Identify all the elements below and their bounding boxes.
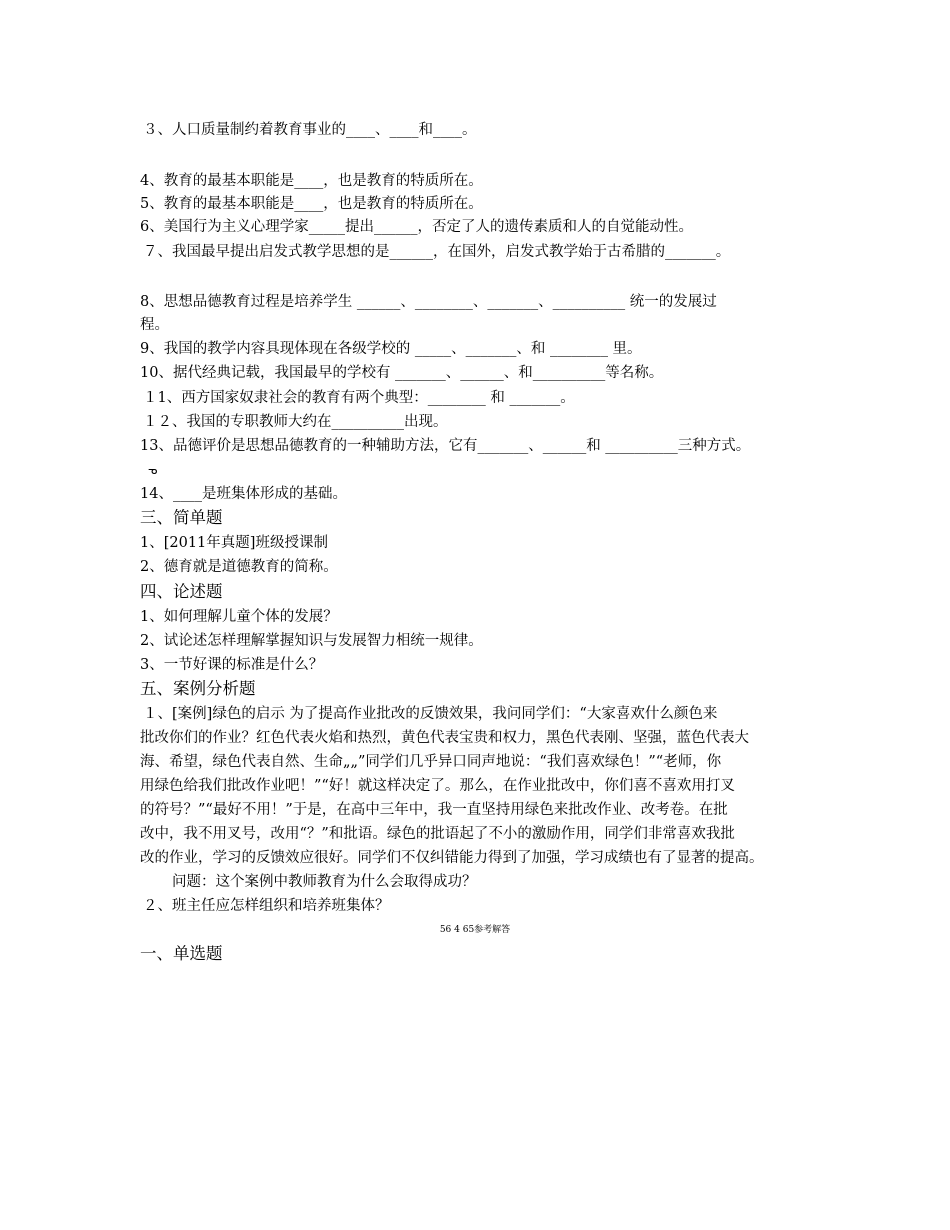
question-9: 9、我国的教学内容具现体现在各级学校的 _____、_______、和 ________ 里。 [140, 341, 642, 357]
question-3: ３、人口质量制约着教育事业的____、____和____。 [143, 122, 477, 138]
essay-3: 3、一节好课的标准是什么？ [140, 657, 324, 673]
section-heading-short-answer: 三、简单题 [140, 508, 223, 527]
question-12: １２、我国的专职教师大约在__________出现。 [143, 414, 448, 430]
question-11: １1、西方国家奴隶社会的教育有两个典型：________ 和 _______。 [143, 390, 575, 406]
stray-mark-icon: ᓀ [148, 464, 158, 477]
question-6: 6、美国行为主义心理学家_____提出______，否定了人的遗传素质和人的自觉能动性。 [140, 219, 693, 235]
short-answer-2: 2、德育就是道德教育的简称。 [140, 559, 338, 575]
case-paragraph-line-5: 的符号？”“最好不用！”于是，在高中三年中，我一直坚持用绿色来批改作业、改考卷。在批 [140, 802, 728, 818]
section-heading-essay: 四、论述题 [140, 582, 223, 601]
case-2: ２、班主任应怎样组织和培养班集体？ [143, 898, 390, 914]
question-8-cont: 程。 [140, 317, 169, 333]
question-8: 8、思想品德教育过程是培养学生 ______、________、_______、__________ 统一的发展过 [140, 294, 717, 310]
section-heading-case-analysis: 五、案例分析题 [140, 679, 256, 698]
question-13: 13、品德评价是思想品德教育的一种辅助方法，它有_______、______和 __________三种方式。 [140, 438, 751, 454]
case-paragraph-line-2: 批改你们的作业？红色代表火焰和热烈，黄色代表宝贵和权力，黑色代表刚、坚强，蓝色代表大 [140, 730, 749, 746]
essay-2: 2、试论述怎样理解掌握知识与发展智力相统一规律。 [140, 633, 483, 649]
question-14: 14、____是班集体形成的基础。 [140, 486, 347, 502]
question-7: ７、我国最早提出启发式教学思想的是______，在国外，启发式教学始于古希腊的_______。 [143, 244, 731, 260]
question-5: 5、教育的最基本职能是____，也是教育的特质所在。 [140, 196, 483, 212]
case-paragraph-line-6: 改中，我不用叉号，改用“？”和批语。绿色的批语起了不小的激励作用，同学们非常喜欢我批 [140, 826, 735, 842]
answer-key-title: 56 4 65参考解答 [439, 925, 511, 935]
essay-1: 1、如何理解儿童个体的发展？ [140, 609, 338, 625]
case-question: 问题：这个案例中教师教育为什么会取得成功？ [172, 874, 477, 890]
case-paragraph-line-4: 用绿色给我们批改作业吧！”“好！就这样决定了。那么，在作业批改中，你们喜不喜欢用打叉 [140, 778, 735, 794]
case-paragraph-line-1: １、[案例]绿色的启示 为了提高作业批改的反馈效果，我问同学们：“大家喜欢什么颜色来 [143, 706, 718, 722]
case-paragraph-line-7: 改的作业，学习的反馈效应很好。同学们不仅纠错能力得到了加强，学习成绩也有了显著的提高。 [140, 850, 764, 866]
short-answer-1: 1、[2011年真题]班级授课制 [140, 535, 328, 551]
question-4: 4、教育的最基本职能是____，也是教育的特质所在。 [140, 173, 483, 189]
question-10: 10、据代经典记载，我国最早的学校有 _______、______、和__________等名称。 [140, 365, 664, 381]
section-heading-single-choice: 一、单选题 [140, 944, 223, 963]
case-paragraph-line-3: 海、希望，绿色代表自然、生命„„”同学们几乎异口同声地说：“我们喜欢绿色！”“老师，你 [140, 754, 722, 770]
